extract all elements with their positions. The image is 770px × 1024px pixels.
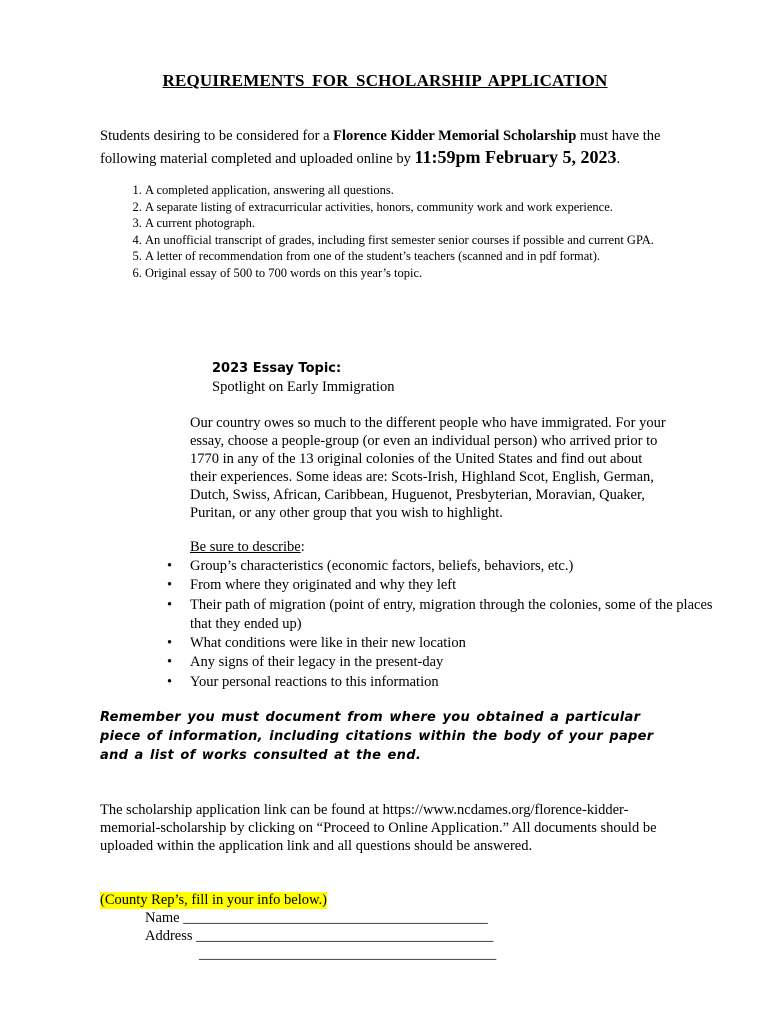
describe-label: [190, 539, 305, 556]
intro-text-1: Students desiring to be considered for a: [100, 128, 334, 144]
list-item: • What conditions were like in their new location: [190, 634, 720, 653]
list-item: • Your personal reactions to this information: [190, 673, 720, 692]
intro-text-3: .: [616, 151, 621, 167]
list-item: • Their path of migration (point of entry, migration through the colonies, some of the places that they ended up): [190, 596, 720, 635]
list-item: 2. A separate listing of extracurricular activities, honors, community work and work experience.: [145, 199, 705, 216]
intro-paragraph: [100, 126, 700, 170]
address-field[interactable]: Address _________________________________________: [145, 928, 494, 944]
essay-topic-heading: 2023 Essay Topic:: [212, 361, 342, 376]
address-field-line-2[interactable]: _________________________________________: [199, 946, 497, 962]
requirements-list: [100, 182, 705, 281]
page-title: REQUIREMENTS FOR SCHOLARSHIP APPLICATION: [162, 71, 608, 90]
scholarship-name: Florence Kidder Memorial Scholarship: [333, 128, 577, 144]
county-rep-note: (County Rep’s, fill in your info below.): [100, 892, 328, 908]
name-field[interactable]: Name __________________________________________: [145, 910, 488, 926]
describe-list: [145, 557, 720, 692]
intro-text-2: must have the following material completed and uploaded online by: [100, 128, 661, 167]
list-item: 3. A current photograph.: [145, 215, 705, 232]
documentation-reminder: Remember you must document from where you obtained a particular piece of information, including citations within the body of your paper and a list of works consulted at the end.: [100, 710, 654, 763]
list-item: • From where they originated and why they left: [190, 576, 720, 595]
list-item: 5. A letter of recommendation from one of the student’s teachers (scanned and in pdf format).: [145, 248, 705, 265]
list-item: • Any signs of their legacy in the present-day: [190, 653, 720, 672]
application-link-paragraph: The scholarship application link can be found at https://www.ncdames.org/florence-kidder-memorial-scholarship by clicking on “Proceed to Online Application.” All documents should be uploaded within the application link and all questions should be answered.: [100, 802, 657, 854]
list-item: 6. Original essay of 500 to 700 words on this year’s topic.: [145, 265, 705, 282]
essay-topic: Spotlight on Early Immigration: [212, 379, 395, 395]
deadline: 11:59pm February 5, 2023: [414, 147, 617, 167]
describe-label-text: Be sure to describe: [190, 539, 301, 555]
list-item: 1. A completed application, answering all questions.: [145, 182, 705, 199]
list-item: 4. An unofficial transcript of grades, including first semester senior courses if possible and current GPA.: [145, 232, 705, 249]
essay-paragraph: Our country owes so much to the different people who have immigrated. For your essay, choose a people-group (or even an individual person) who arrived prior to 1770 in any of the 13 original colonies of the United States and find out about their experiences. Some ideas are: Scots-Irish, Highland Scot, English, German, Dutch, Swiss, African, Caribbean, Huguenot, Presbyterian, Moravian, Quaker, Puritan, or any other group that you wish to highlight.: [190, 415, 666, 521]
describe-label-colon: :: [300, 539, 305, 555]
list-item: • Group’s characteristics (economic factors, beliefs, behaviors, etc.): [190, 557, 720, 576]
